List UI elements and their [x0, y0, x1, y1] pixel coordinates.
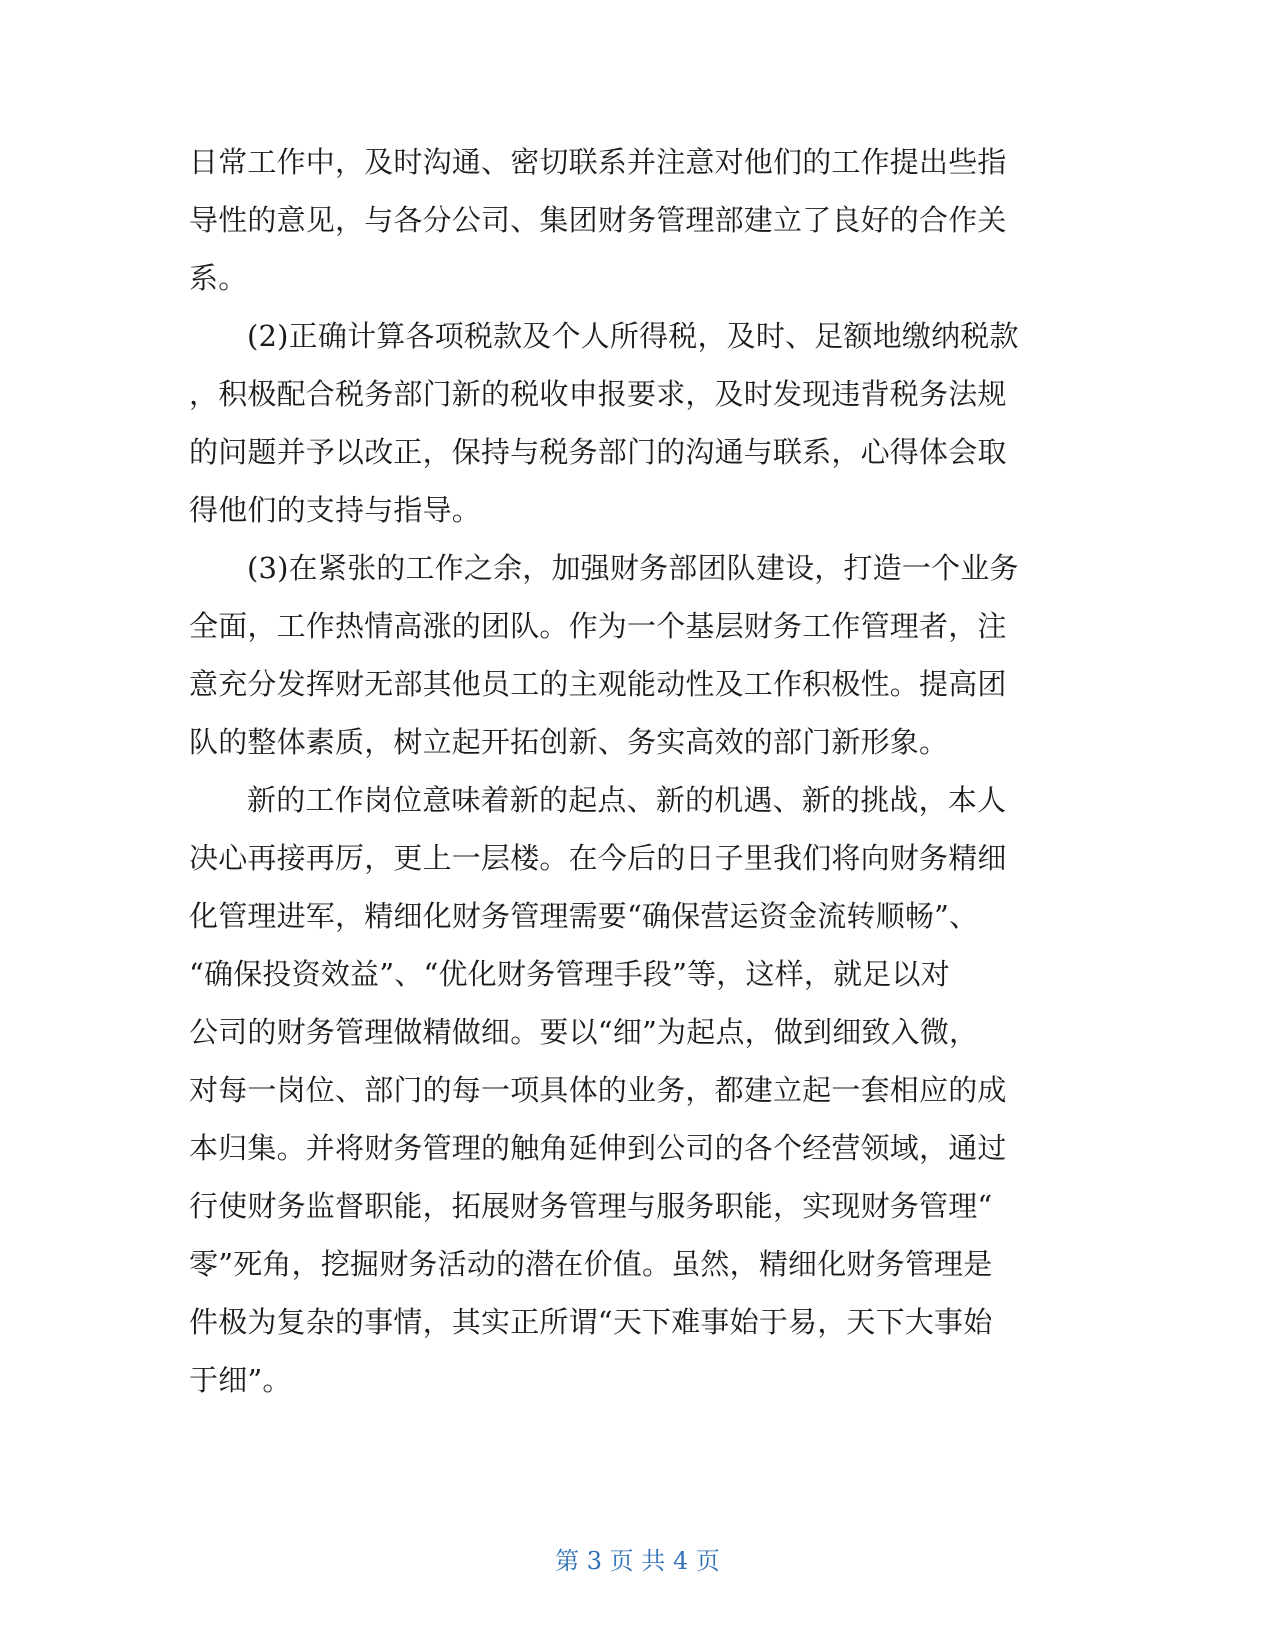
text-line: 本归集。并将财务管理的触角延伸到公司的各个经营领域，通过 — [189, 1131, 1007, 1165]
text-line: 零”死角，挖掘财务活动的潜在价值。虽然，精细化财务管理是 — [189, 1247, 993, 1281]
text-line: ，积极配合税务部门新的税收申报要求，及时发现违背税务法规 — [189, 377, 1007, 411]
text-line: 新的工作岗位意味着新的起点、新的机遇、新的挑战，本人 — [247, 783, 1007, 817]
text-line: 化管理进军，精细化财务管理需要“确保营运资金流转顺畅”、 — [189, 899, 979, 933]
text-line: “确保投资效益”、“优化财务管理手段”等，这样，就足以对 — [189, 957, 950, 991]
page-number-footer: 第 3 页 共 4 页 — [555, 1547, 720, 1575]
text-line: (3)在紧张的工作之余，加强财务部团队建设，打造一个业务 — [247, 551, 1019, 585]
text-line: 行使财务监督职能，拓展财务管理与服务职能，实现财务管理“ — [189, 1189, 993, 1223]
text-line: 全面，工作热情高涨的团队。作为一个基层财务工作管理者，注 — [189, 609, 1007, 643]
text-line: 对每一岗位、部门的每一项具体的业务，都建立起一套相应的成 — [189, 1073, 1007, 1107]
text-line: 意充分发挥财无部其他员工的主观能动性及工作积极性。提高团 — [189, 667, 1007, 701]
text-line: 的问题并予以改正，保持与税务部门的沟通与联系，心得体会取 — [189, 435, 1007, 469]
text-line: 导性的意见，与各分公司、集团财务管理部建立了良好的合作关 — [189, 203, 1007, 237]
text-line: 公司的财务管理做精做细。要以“细”为起点，做到细致入微， — [189, 1015, 979, 1049]
text-line: 决心再接再厉，更上一层楼。在今后的日子里我们将向财务精细 — [189, 841, 1007, 875]
text-line: 件极为复杂的事情，其实正所谓“天下难事始于易，天下大事始 — [189, 1305, 993, 1339]
text-line: 队的整体素质，树立起开拓创新、务实高效的部门新形象。 — [189, 725, 949, 759]
text-line: 系。 — [189, 261, 248, 295]
text-line: 于细”。 — [189, 1363, 292, 1397]
text-line: 日常工作中，及时沟通、密切联系并注意对他们的工作提出些指 — [189, 145, 1007, 179]
text-line: 得他们的支持与指导。 — [189, 493, 482, 527]
text-line: (2)正确计算各项税款及个人所得税，及时、足额地缴纳税款 — [247, 319, 1019, 353]
